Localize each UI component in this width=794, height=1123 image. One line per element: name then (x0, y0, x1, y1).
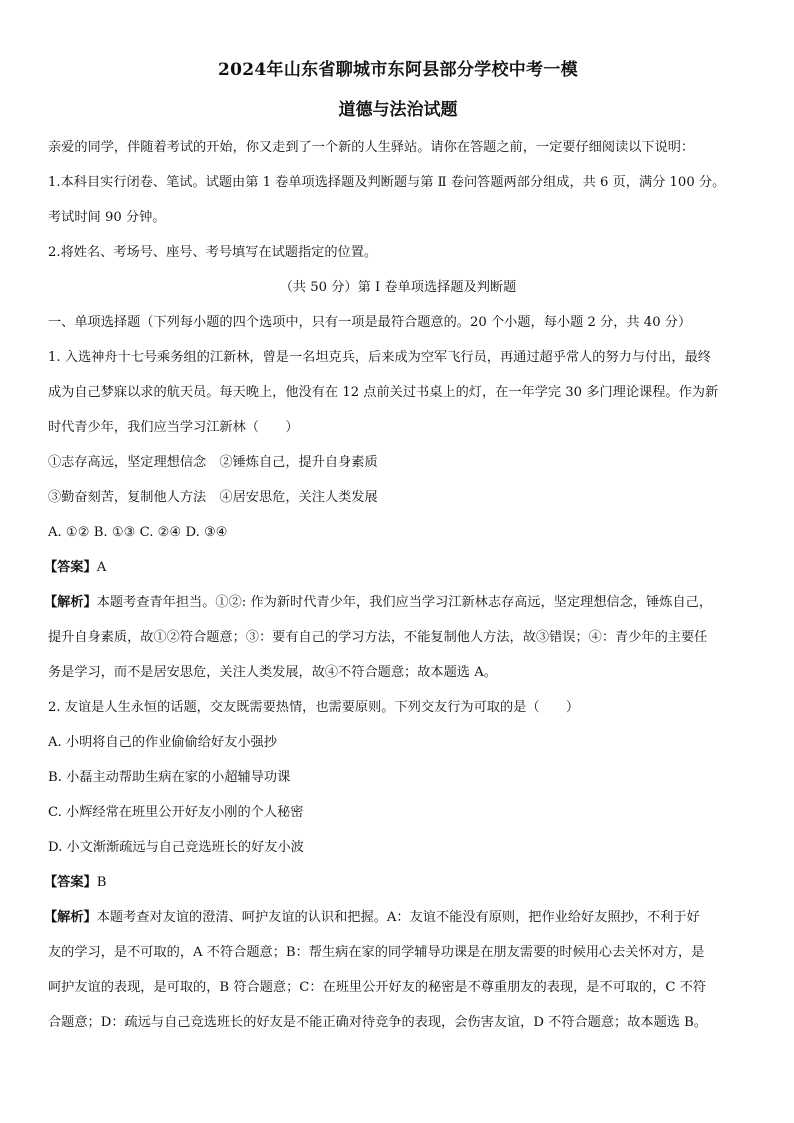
question-2-option: D. 小文渐渐疏远与自己竞选班长的好友小波 (48, 840, 304, 855)
question-2-answer (44, 865, 748, 900)
question-1-options: A. ①② B. ①③ C. ②④ D. ③④ (48, 525, 228, 540)
question-2-analysis-line: 合题意；D：疏远与自己竞选班长的好友是不能正确对待竞争的表现，会伤害友谊，D 不符合题意；故本题选 B。 (48, 1015, 708, 1030)
question-1-answer (44, 550, 748, 585)
exam-title: 2024年山东省聊城市东阿县部分学校中考一模 (218, 60, 578, 80)
question-2-option: A. 小明将自己的作业偷偷给好友小强抄 (48, 735, 277, 750)
exam-subtitle: 道德与法治试题 (338, 100, 458, 120)
question-1-stem-line: 成为自己梦寐以求的航天员。每天晚上，他没有在 12 点前关过书桌上的灯，在一年学完 30 多门理论课程。作为新 (48, 385, 719, 400)
section-heading: （共 50 分）第 I 卷单项选择题及判断题 (279, 280, 517, 295)
question-1-stem-line: 时代青少年，我们应当学习江新林（ ） (48, 420, 299, 435)
question-1-analysis-line (44, 585, 748, 620)
analysis-label: 【解析】 (44, 910, 97, 925)
question-2-option: B. 小磊主动帮助生病在家的小超辅导功课 (48, 770, 291, 785)
question-1-stem-line: 1. 入选神舟十七号乘务组的江新林，曾是一名坦克兵，后来成为空军飞行员，再通过超乎常人的努力与付出，最终 (48, 350, 711, 365)
question-2-analysis-line (44, 900, 748, 935)
question-1-analysis-line: 务是学习，而不是居安思危，关注人类发展，故④不符合题意；故本题选 A。 (48, 665, 497, 680)
question-2-option: C. 小辉经常在班里公开好友小刚的个人秘密 (48, 805, 304, 820)
answer-value: A (96, 560, 107, 575)
question-1-analysis-line: 提升自身素质，故①②符合题意；③：要有自己的学习方法，不能复制他人方法，故③错误；④：青少年的主要任 (48, 630, 708, 645)
question-2-stem-line: 2. 友谊是人生永恒的话题，交友既需要热情，也需要原则。下列交友行为可取的是（ ） (48, 700, 580, 715)
intro-note-2: 2.将姓名、考场号、座号、考号填写在试题指定的位置。 (48, 245, 378, 260)
question-2-analysis-line: 呵护友谊的表现，是可取的，B 符合题意；C：在班里公开好友的秘密是不尊重朋友的表现，是不可取的，C 不符 (48, 980, 707, 995)
answer-value: B (96, 875, 107, 890)
answer-label: 【答案】 (44, 560, 97, 575)
question-2-analysis-line: 友的学习，是不可取的，A 不符合题意；B：帮生病在家的同学辅导功课是在朋友需要的时候用心去关怀对方，是 (48, 945, 705, 960)
analysis-label: 【解析】 (44, 595, 97, 610)
part-one-heading: 一、单项选择题（下列每小题的四个选项中，只有一项是最符合题意的。20 个小题，每小题 2 分，共 40 分） (48, 315, 692, 330)
exam-page (44, 56, 748, 1040)
question-1-statement: ①志存高远，坚定理想信念 ②锤炼自己，提升自身素质 (48, 455, 378, 470)
intro-note-1-cont: 考试时间 90 分钟。 (48, 210, 166, 225)
analysis-text: 本题考查青年担当。①②: 作为新时代青少年，我们应当学习江新林志存高远，坚定理想信念，锤炼自己， (96, 595, 713, 610)
analysis-text: 本题考查对友谊的澄清、呵护友谊的认识和把握。A：友谊不能没有原则，把作业给好友照抄，不利于好 (96, 910, 700, 925)
intro-greeting: 亲爱的同学，伴随着考试的开始，你又走到了一个新的人生驿站。请你在答题之前，一定要仔细阅读以下说明： (48, 140, 695, 155)
answer-label: 【答案】 (44, 875, 97, 890)
question-1-statement: ③勤奋刻苦，复制他人方法 ④居安思危，关注人类发展 (48, 490, 378, 505)
intro-note-1: 1.本科目实行闭卷、笔试。试题由第 1 卷单项选择题及判断题与第 Ⅱ 卷问答题两部分组成，共 6 页，满分 100 分。 (48, 175, 726, 190)
